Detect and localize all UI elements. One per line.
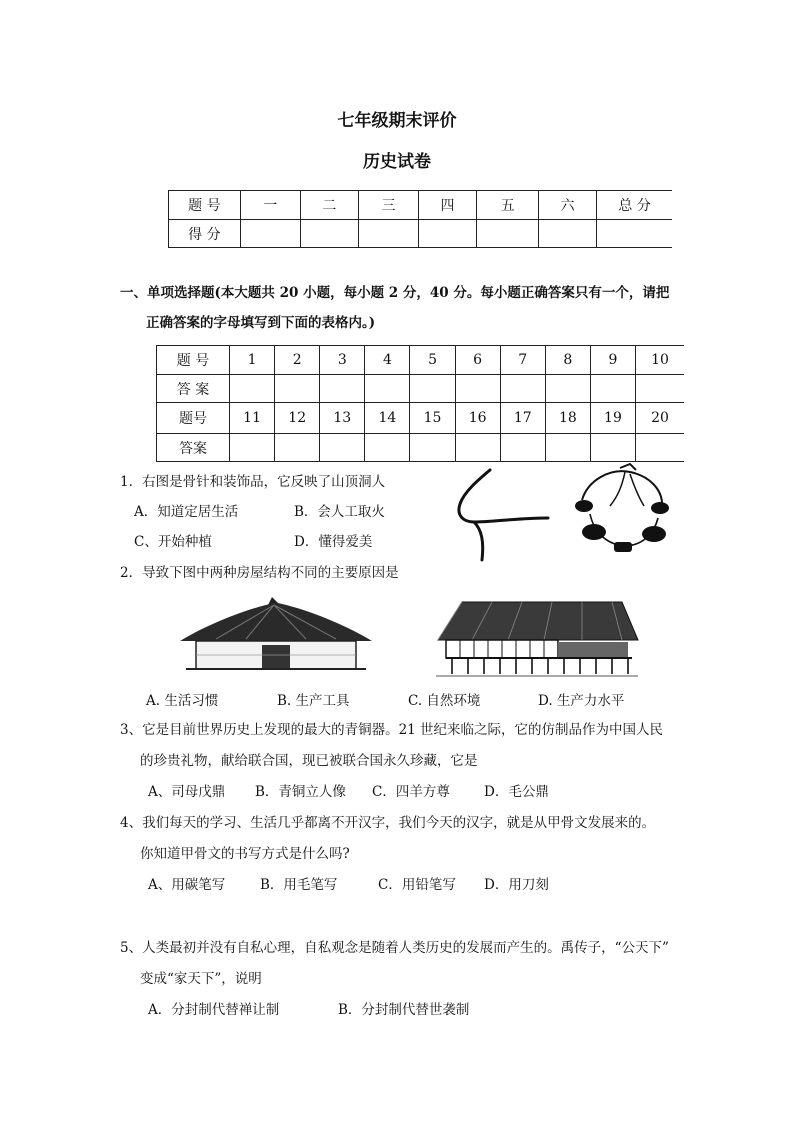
section-label: 五: [477, 191, 539, 220]
question-stem: 3、它是目前世界历史上发现的最大的青铜器。21 世纪来临之际，它的仿制品作为中国人民: [120, 722, 664, 738]
score-cell[interactable]: [240, 220, 300, 248]
answer-cell[interactable]: [636, 434, 684, 462]
question-number: 19: [590, 403, 635, 434]
section-heading: 一、单项选择题(本大题共 20 小题，每小题 2 分，40 分。每小题正确答案只有一个，请把: [120, 285, 670, 301]
answer-cell[interactable]: [275, 434, 320, 462]
answer-cell[interactable]: [230, 375, 275, 403]
question-option[interactable]: A．知道定居生活: [134, 504, 239, 520]
question-option[interactable]: B. 生产工具: [277, 693, 350, 709]
question-option[interactable]: C．用铅笔写: [378, 877, 456, 893]
answer-cell[interactable]: [320, 434, 365, 462]
answer-cell[interactable]: [455, 375, 500, 403]
score-cell[interactable]: [419, 220, 477, 248]
question-stem-cont: 你知道甲骨文的书写方式是什么吗?: [140, 846, 350, 862]
question-stem: 2．导致下图中两种房屋结构不同的主要原因是: [120, 565, 399, 581]
score-cell[interactable]: [477, 220, 539, 248]
question-option[interactable]: D. 生产力水平: [538, 693, 625, 709]
section-label: 三: [358, 191, 418, 220]
score-cell[interactable]: [358, 220, 418, 248]
question-number: 16: [455, 403, 500, 434]
question-number: 11: [230, 403, 275, 434]
score-cell[interactable]: [597, 220, 672, 248]
question-number: 2: [275, 346, 320, 375]
answer-cell[interactable]: [590, 375, 635, 403]
question-number: 10: [636, 346, 684, 375]
question-number: 4: [365, 346, 410, 375]
question-option[interactable]: A、用碳笔写: [148, 877, 226, 893]
question-option[interactable]: D．用刀刻: [484, 877, 549, 893]
question-option[interactable]: A、司母戊鼎: [148, 784, 226, 800]
question-option[interactable]: D．懂得爱美: [294, 534, 373, 550]
answer-cell[interactable]: [275, 375, 320, 403]
question-option[interactable]: B．用毛笔写: [260, 877, 338, 893]
answer-row-label: 答案: [157, 434, 230, 462]
answer-row-label: 答 案: [157, 375, 230, 403]
question-number: 6: [455, 346, 500, 375]
bone-needle-icon: [448, 460, 558, 565]
question-option[interactable]: A．分封制代替禅让制: [148, 1002, 280, 1018]
question-option[interactable]: C、开始种植: [134, 534, 212, 550]
score-row-label: 得 分: [169, 220, 241, 248]
question-number: 1: [230, 346, 275, 375]
section-label: 总 分: [597, 191, 672, 220]
stilt-house-icon: [432, 598, 642, 680]
question-number: 7: [500, 346, 545, 375]
answer-cell[interactable]: [320, 375, 365, 403]
question-number: 3: [320, 346, 365, 375]
answer-cell[interactable]: [500, 375, 545, 403]
question-stem: 5、人类最初并没有自私心理，自私观念是随着人类历史的发展而产生的。禹传子，“公天下”: [120, 940, 669, 956]
section-label: 六: [539, 191, 597, 220]
section-label: 一: [240, 191, 300, 220]
question-option[interactable]: C. 自然环境: [408, 693, 481, 709]
section-label: 四: [419, 191, 477, 220]
question-stem-cont: 变成“家天下”，说明: [140, 971, 262, 987]
page-subtitle: 历史试卷: [363, 152, 431, 172]
answer-cell[interactable]: [545, 434, 590, 462]
answer-cell[interactable]: [636, 375, 684, 403]
question-option[interactable]: A. 生活习惯: [146, 693, 219, 709]
question-number: 15: [410, 403, 455, 434]
answer-cell[interactable]: [410, 434, 455, 462]
answer-cell[interactable]: [455, 434, 500, 462]
question-option[interactable]: B．青铜立人像: [255, 784, 346, 800]
score-table: [168, 190, 672, 248]
question-number: 17: [500, 403, 545, 434]
answer-table: [156, 345, 684, 462]
answer-cell[interactable]: [365, 434, 410, 462]
question-number: 14: [365, 403, 410, 434]
question-number: 8: [545, 346, 590, 375]
score-row-label: 题 号: [169, 191, 241, 220]
question-stem-cont: 的珍贵礼物，献给联合国，现已被联合国永久珍藏，它是: [140, 753, 478, 769]
section-label: 二: [300, 191, 358, 220]
answer-row-label: 题号: [157, 403, 230, 434]
page-title: 七年级期末评价: [337, 111, 457, 131]
answer-cell[interactable]: [410, 375, 455, 403]
question-number: 18: [545, 403, 590, 434]
question-option[interactable]: B．分封制代替世袭制: [338, 1002, 470, 1018]
answer-cell[interactable]: [365, 375, 410, 403]
question-number: 13: [320, 403, 365, 434]
question-number: 20: [636, 403, 684, 434]
question-number: 5: [410, 346, 455, 375]
answer-cell[interactable]: [545, 375, 590, 403]
round-hut-icon: [176, 595, 376, 675]
question-number: 9: [590, 346, 635, 375]
score-cell[interactable]: [300, 220, 358, 248]
answer-cell[interactable]: [230, 434, 275, 462]
question-option[interactable]: D．毛公鼎: [484, 784, 549, 800]
question-number: 12: [275, 403, 320, 434]
answer-cell[interactable]: [500, 434, 545, 462]
question-option[interactable]: B．会人工取火: [294, 504, 385, 520]
necklace-icon: [570, 462, 680, 562]
question-option[interactable]: C．四羊方尊: [372, 784, 450, 800]
section-heading-cont: 正确答案的字母填写到下面的表格内。): [146, 315, 376, 331]
score-cell[interactable]: [539, 220, 597, 248]
question-stem: 4、我们每天的学习、生活几乎都离不开汉字，我们今天的汉字，就是从甲骨文发展来的。: [120, 815, 656, 831]
answer-cell[interactable]: [590, 434, 635, 462]
answer-row-label: 题 号: [157, 346, 230, 375]
question-stem: 1．右图是骨针和装饰品，它反映了山顶洞人: [120, 474, 386, 490]
